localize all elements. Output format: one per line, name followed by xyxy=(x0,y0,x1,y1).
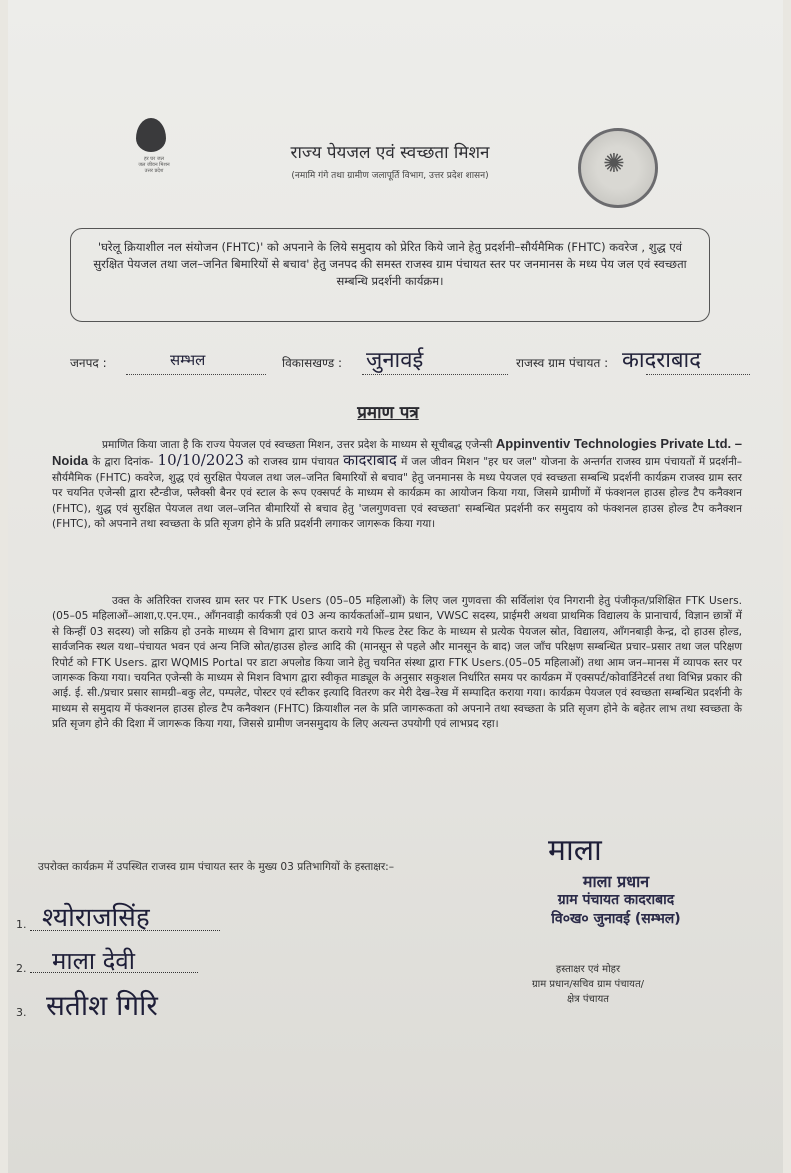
signatory-2-signature: माला देवी xyxy=(52,947,135,975)
pradhan-stamp xyxy=(516,872,716,929)
signature-caption xyxy=(478,962,698,1007)
caption-line-1: हस्ताक्षर एवं मोहर xyxy=(555,964,621,975)
attendance-note: उपरोक्त कार्यक्रम में उपस्थित राजस्व ग्राम पंचायत स्तर के मुख्य 03 प्रतिभागियों के हस्ताक्षर:– xyxy=(38,861,395,873)
program-banner xyxy=(70,228,710,322)
signatory-2-line xyxy=(30,972,198,973)
mission-subtitle: (नमामि गंगे तथा ग्रामीण जलापूर्ति विभाग, उत्तर प्रदेश शासन) xyxy=(291,171,489,181)
signatory-1-number: 1. xyxy=(16,918,27,931)
p1-panchayat-hand: कादराबाद xyxy=(343,451,397,470)
stamp-line-2: ग्राम पंचायत कादराबाद xyxy=(557,892,675,908)
certificate-heading: प्रमाण पत्र xyxy=(357,403,419,423)
jal-jeevan-logo xyxy=(118,118,188,184)
certificate-paragraph-1 xyxy=(52,436,742,532)
water-drop-icon xyxy=(136,118,166,152)
block-underline xyxy=(362,374,508,375)
caption-line-3: क्षेत्र पंचायत xyxy=(567,994,609,1005)
panchayat-underline xyxy=(646,374,750,375)
location-fields xyxy=(70,348,750,382)
stamp-line-3: वि०ख० जुनावई (सम्भल) xyxy=(551,911,681,927)
seal-emblem-icon: ✺ xyxy=(603,149,625,179)
certificate-page xyxy=(8,0,783,1173)
signatory-1-line xyxy=(30,930,220,931)
pradhan-signature: माला xyxy=(548,833,602,868)
logo-caption: हर घर जल जल जीवन मिशन उत्तर प्रदेश xyxy=(138,156,170,174)
banner-text: 'घरेलू क्रियाशील नल संयोजन (FHTC)' को अपनाने के लिये समुदाय को प्रेरित किये जाने हेतु प्रदर्शनी–सौर्यमैमिक (FHTC) कवरेज , शुद्ध एवं सुरक्षित पेयजल तथा जल–जनित बिमारियों से बचाव' हेतु जनपद की समस्त राजस्व ग्राम पंचायत स्तर पर जनमानस के मध्य पेय जल एवं स्वच्छता सम्बन्धि प्रदर्शनी कार्यक्रम। xyxy=(93,240,687,288)
district-value: सम्भल xyxy=(170,351,206,369)
p1-panchayat-label: को राजस्व ग्राम पंचायत xyxy=(248,456,339,469)
district-label: जनपद : xyxy=(70,356,107,370)
block-label: विकासखण्ड : xyxy=(282,356,343,370)
p1-date-label: के द्वारा दिनांक- xyxy=(92,456,154,469)
block-value: जुनावई xyxy=(366,348,424,373)
signatory-2-number: 2. xyxy=(16,962,27,975)
signatory-3-signature: सतीश गिरि xyxy=(46,989,158,1022)
stamp-line-1: माला प्रधान xyxy=(582,872,650,891)
up-government-seal-icon xyxy=(578,128,658,208)
mission-title: राज्य पेयजल एवं स्वच्छता मिशन xyxy=(290,143,490,163)
signatory-3-number: 3. xyxy=(16,1006,27,1019)
p1-body: में जल जीवन मिशन "हर घर जल" योजना के अन्तर्गत राजस्व ग्राम पंचायतों में प्रदर्शनी–सौर्यमैमिक (FHTC) कवरेज, शुद्ध एवं सुरक्षित पेयजल तथा जल–जनित बिमारियों से बचाव" हेतु जनमानस के मध्य पेयजल एवं स्वच्छता सम्बन्धि प्रदर्शनी कार्यक्रम राजस्व ग्राम स्तर पर चयनित एजेन्सी द्वारा स्टैन्डीज, फ्लैक्सी बैनर एवं स्टाल के रूप एक्सपर्ट के माध्यम से कार्यक्रम का आयोजन किया गया, जिसमे ग्रामीणों में फंक्शनल हाउस होल्ड टैप कनैक्शन (FHTC), शुद्ध एवं सुरक्षित पेयजल तथा जल–जनित बीमारियों से बचाव हेतु 'जलगुणवत्ता एवं स्वच्छता' सम्बन्धित प्रदर्शनी कर समुदाय को फंक्शनल हाउस होल्ड टैप कनैक्शन (FHTC), को अपनाने तथा स्वच्छता के प्रति सृजग होने के प्रति प्रदर्शनी लगाकर जागरूक किया गया। xyxy=(52,456,743,531)
caption-line-2: ग्राम प्रधान/सचिव ग्राम पंचायत/ xyxy=(531,979,645,990)
district-underline xyxy=(126,374,266,375)
program-date: 10/10/2023 xyxy=(157,451,245,470)
agency-name: Appinventiv Technologies Private Ltd. – Noida xyxy=(52,436,742,469)
p1-intro: प्रमाणित किया जाता है कि राज्य पेयजल एवं स्वच्छता मिशन, उत्तर प्रदेश के माध्यम से सूचीबद्ध एजेन्सी xyxy=(102,439,493,451)
signatory-1-signature: श्योराजसिंह xyxy=(42,903,150,933)
panchayat-value: कादराबाद xyxy=(622,348,701,373)
certificate-paragraph-2: उक्त के अतिरिक्त राजस्व ग्राम स्तर पर FTK Users (05–05 महिलाओं) के लिए जल गुणवत्ता की सर्विलांश एंव निगरानी हेतु पंजीकृत/प्रशिक्षित FTK Users.(05–05 महिलाओं–आशा,ए.एन.एम., आँगनवाड़ी कार्यकत्री एवं 03 अन्य कार्यकर्ताओं–ग्राम प्रधान, VWSC सदस्य, प्राईमरी अथवा प्राथमिक विद्यालय के प्रानाचार्य, विज्ञान छात्रों में से किन्हीं 03 सदस्य) जो सक्रिय हो उनके माध्यम से विभाग द्वारा प्राप्त कराये गये फिल्ड टेस्ट किट के माध्यम से प्रत्येक पेयजल स्रोत, विद्यालय, आँगनबाड़ी केन्द्र, दो हाउस होल्ड, सार्वजनिक स्थल यथा–पंचायत भवन एवं अन्य निजि स्रोत/हाउस होल्ड आदि की (मानसून से पहले और मानसून के बाद) जल जाँच परिक्षण सम्बन्धित प्रचार–प्रसार तथा जल परिक्षण रिपोर्ट को FTK Users. द्वारा WQMIS Portal पर डाटा अपलोड किया जाने हेतु चयनित संस्था द्वारा FTK Users.(05–05 महिलाओं) तथा आम जन–मानस में व्यापक स्तर पर जागरूक किया गया। चयनित एजेन्सी के माध्यम से मिशन विभाग द्वारा स्वीकृत माड्यूल के अनुसार सकुशल निर्धारित समय पर कार्यक्रम में एक्सपर्ट/कोवार्डिनेटर्स तथा विभिन्न प्रकार की आई. ई. सी./प्रचार प्रसार सामग्री–बकु लेट, पम्पलेट, पोस्टर एवं स्टीकर इत्यादि वितरण कर मेरी देख–रेख में सम्पादित कराया गया। कार्यक्रम पेयजल एवं स्वच्छता सम्बन्धित प्रदर्शनी के माध्यम से समुदाय में फंक्शनल हाउस होल्ड टैप कनैक्शन (FHTC) क्रियाशील नल के प्रति जागरूकता को अपनाने तथा स्वच्छता के प्रति सृजग होने के बहेतर लाभ तथा स्वच्छता के प्रति सृजग होने की दिशा में जागरूक किया गया, जिससे ग्रामीण जनसमुदाय के लिए अत्यन्त उपयोगी एवं लाभप्रद रहा। xyxy=(52,595,742,731)
panchayat-label: राजस्व ग्राम पंचायत : xyxy=(516,356,609,370)
